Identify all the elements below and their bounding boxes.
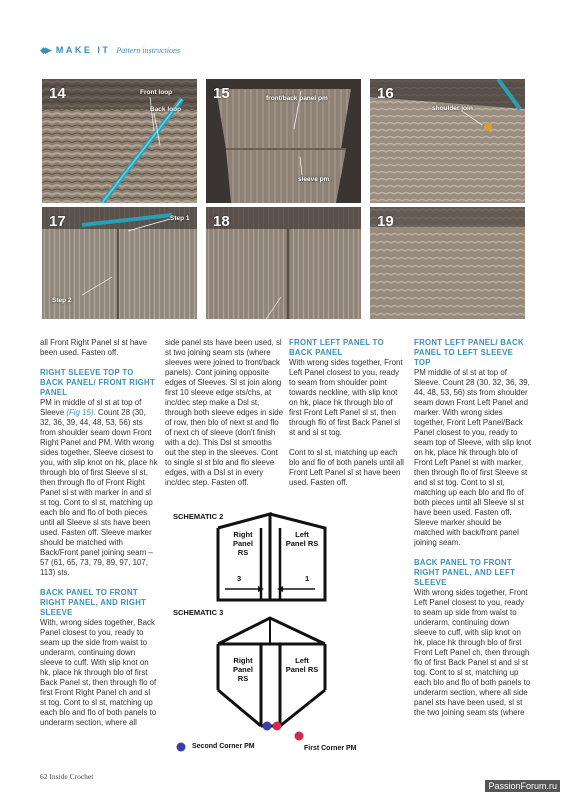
col2-para-1: side panel sts have been used, sl st two joining seam sts (where sleeves were joined to front/back panels). Cont joining opposite edges of Sleeves. Sl st join along first 10 sleeve edge sts/chs, at inc/dec step make a Dsl st, through both sleeve edges in side of row, then blo of next st and flo of next ch of sleeve (don't finish with a dc). This Dsl st smooths out the step in the sleeves. Cont to single sl st blo and flo sleeve edges, with a Dsl st in every inc/dec step. Fasten off.: [165, 338, 284, 487]
schematic-3-title: SCHEMATIC 3: [173, 608, 224, 617]
heading-left-sleeve-top: FRONT LEFT PANEL/ BACK PANEL TO LEFT SLEEVE TOP: [414, 338, 524, 367]
col3-para-1: With wrong sides together, Front Left Panel closest to you, ready to seam from shoulder point towards neckline, with slip knot on hk, place hk through blo of first Front Left Panel sl st, then through flo of first Back Panel sl st and sl st tog.: [289, 358, 403, 437]
col1-para-1b: Count 28 (30, 32, 36, 39, 44, 48, 53, 56) sts from shoulder seam down Front Right Panel and PM. With wrong sides together, Sleeve closest to you, with slip knot on hk, place hk through blo of first Sleeve sl st, then through flo of Front Right Panel sl st with marker in and sl st tog. Cont to sl st, matching up each blo and flo of both pieces until all Sleeve sl sts have been used. Fasten off. Sleeve marker should be matched with Back/Front panel joining seam – 57 (61, 65, 73, 79, 89, 97, 107, 113) sts.: [40, 408, 158, 577]
photo-number: 18: [213, 213, 230, 230]
heading-back-panel-right: BACK PANEL TO FRONT RIGHT PANEL, AND RIGHT SLEEVE: [40, 588, 147, 617]
schematic-2: [165, 510, 365, 610]
photo-label-front-back-pm: front/back panel pm: [266, 95, 328, 102]
text-column-2: [165, 338, 283, 488]
photo-number: 14: [49, 85, 66, 102]
section-title: MAKE IT: [55, 45, 111, 55]
heading-right-sleeve-top: RIGHT SLEEVE TOP TO BACK PANEL/ FRONT RIGHT PANEL: [40, 368, 156, 397]
photo-17: [42, 207, 197, 319]
photo-number: 17: [49, 213, 66, 230]
photo-18: [206, 207, 361, 319]
photo-label-front-loop: Front loop: [140, 89, 173, 96]
schematic-2-left-panel-label: Left Panel RS: [285, 530, 319, 548]
photo-number: 15: [213, 85, 230, 102]
page-header: [40, 44, 180, 56]
schematic-2-drawing: [165, 510, 365, 610]
col1-para-1: [40, 398, 158, 578]
schematic-3-left-panel-label: Left Panel RS: [285, 656, 319, 674]
schematic-2-right-panel-label: Right Panel RS: [232, 530, 253, 557]
second-corner-pm-label: Second Corner PM: [192, 743, 255, 750]
first-corner-pm-label: First Corner PM: [304, 745, 357, 752]
text-column-3: [289, 338, 407, 488]
col1-para-1a: PM in middle of sl st at top of Sleeve: [40, 398, 142, 417]
photo-15: [206, 79, 361, 203]
col3-para-2: Cont to sl st, matching up each blo and flo of both panels until all Front Left Panel sl st have been used. Fasten off.: [289, 448, 404, 487]
second-corner-pm-marker: [263, 722, 272, 731]
magazine-name: Inside Crochet: [49, 772, 94, 781]
schematic-3-right-panel-label: Right Panel RS: [232, 656, 253, 683]
col4-para-2: With wrong sides together, Front Left Panel closest to you, ready to seam up side from waist to underarm, continuing down sleeve to cuff, with slip knot on hk, place hk through blo of first Front Left Panel ch, then through flo of first Back Panel st and sl st tog. Cont to sl st, matching up each blo and flo of both panels to underarm section, where all side panel sts have been used, sl st the two joining seam sts (where: [414, 588, 531, 717]
double-arrow-icon: ◆▶: [40, 44, 50, 55]
schematic-3-drawing: [165, 606, 365, 756]
photo-19: [370, 207, 525, 319]
photo-number: 16: [377, 85, 394, 102]
page-number: 62: [40, 772, 48, 781]
schematic-2-step-3: 3: [237, 574, 242, 583]
blue-pm-dot-icon: [176, 742, 186, 752]
text-column-4: [414, 338, 532, 718]
photo-number: 19: [377, 213, 394, 230]
red-pm-dot-icon: [294, 731, 304, 741]
fig-ref: (Fig 15).: [66, 408, 96, 417]
photo-16: [370, 79, 525, 203]
schematic-2-step-1: 1: [305, 574, 310, 583]
photo-14: [42, 79, 197, 203]
photo-label-sleeve-pm: sleeve pm: [298, 176, 330, 183]
section-subtitle: Pattern instructions: [116, 45, 181, 55]
heading-back-panel-left: BACK PANEL TO FRONT RIGHT PANEL, AND LEFT SLEEVE: [414, 558, 516, 587]
col1-intro: all Front Right Panel sl st have been used. Fasten off.: [40, 338, 148, 357]
first-corner-pm-marker: [273, 722, 282, 731]
photo-label-step-1: Step 1: [170, 215, 190, 222]
col4-para-1: PM middle of sl st at top of Sleeve. Count 28 (30, 32, 36, 39, 44, 48, 53, 56) sts from shoulder seam down Front Left Panel and marker. With wrong sides together, Front Left Panel/Back Panel closest to you, ready to seam top of Sleeve, with slip knot on hk, place hk through blo of Front Left Panel st with marker, then through flo of first Sleeve st and sl st tog. Cont to sl st, matching up each blo and flo of both pieces until all Sleeve sl st have been used. Fasten off. Sleeve marker should be matched with back/front panel joining seam.: [414, 368, 532, 547]
heading-front-left-to-back: FRONT LEFT PANEL TO BACK PANEL: [289, 338, 384, 357]
text-column-1: [40, 338, 158, 728]
photo-label-shoulder-join: shoulder join: [432, 105, 473, 112]
schematic-3: [165, 606, 365, 756]
col1-para-2: With, wrong sides together, Back Panel closest to you, ready to seam up the side from waist to underarm, continuing down sleeve to cuff. With slip knot on hk, place hk through blo of first Back Panel st, then through flo of first Front Right Panel ch and sl st tog. Cont to sl st, matching up each blo and flo of both panels to underarm section, where all: [40, 618, 157, 727]
schematic-2-title: SCHEMATIC 2: [173, 512, 224, 521]
photo-label-step-2: Step 2: [52, 297, 72, 304]
photo-label-back-loop: Back loop: [150, 106, 182, 113]
page-footer: [40, 772, 93, 781]
watermark: PassionForum.ru: [485, 780, 560, 792]
